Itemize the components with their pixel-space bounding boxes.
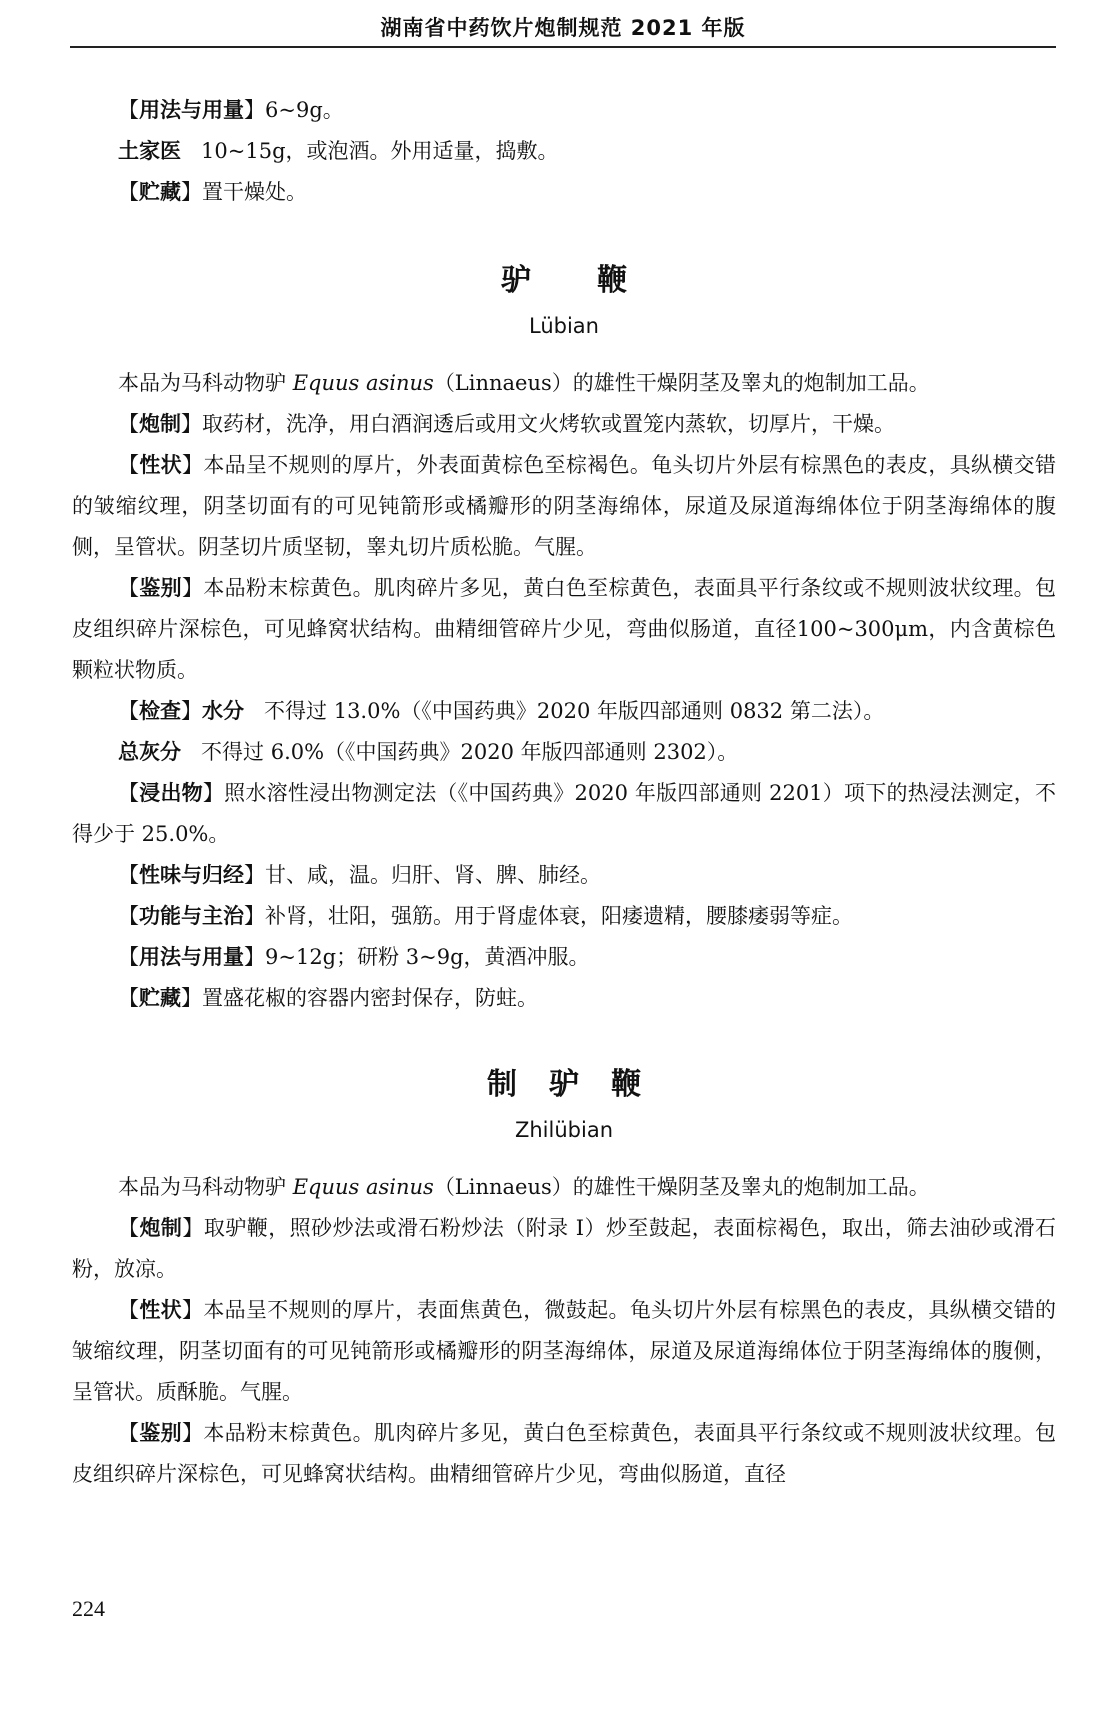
section-title: 驴 鞭 [501, 263, 627, 298]
identification-paragraph: 【鉴别】本品粉末棕黄色。肌肉碎片多见，黄白色至棕黄色，表面具平行条纹或不规则波状纹理。包皮组织碎片深棕色，可见蜂窝状结构。曲精细管碎片少见，弯曲似肠道，直径100~300μm，内含黄棕色颗粒状物质。 [72, 576, 1057, 682]
storage-text: 置干燥处。 [202, 180, 307, 204]
tujia-paragraph [72, 131, 1056, 172]
processing-paragraph: 【炮制】取驴鞭，照砂炒法或滑石粉炒法（附录 I）炒至鼓起，表面棕褐色，取出，筛去油砂或滑石粉，放凉。 [72, 1216, 1057, 1281]
intro-paragraph: 本品为马科动物驴 Equus asinus（Linnaeus）的雄性干燥阴茎及睾丸的炮制加工品。 [118, 1175, 930, 1199]
tujia-text: 10~15g，或泡酒。外用适量，捣敷。 [201, 139, 559, 163]
section-title: 制 驴 鞭 [487, 1067, 641, 1102]
tujia-label: 土家医 [118, 139, 181, 163]
identification-paragraph: 【鉴别】本品粉末棕黄色。肌肉碎片多见，黄白色至棕黄色，表面具平行条纹或不规则波状纹理。包皮组织碎片深棕色，可见蜂窝状结构。曲精细管碎片少见，弯曲似肠道，直径 [72, 1421, 1057, 1486]
page-content [72, 90, 1056, 1495]
function-paragraph: 【功能与主治】补肾，壮阳，强筋。用于肾虚体衰，阳痿遗精，腰膝痿弱等症。 [118, 904, 853, 928]
processing-paragraph: 【炮制】取药材，洗净，用白酒润透后或用文火烤软或置笼内蒸软，切厚片，干燥。 [118, 412, 895, 436]
inspection-paragraph: 【检查】水分 不得过 13.0%（《中国药典》2020 年版四部通则 0832 第二法）。 [118, 699, 885, 723]
character-paragraph: 【性状】本品呈不规则的厚片，外表面黄棕色至棕褐色。龟头切片外层有棕黑色的表皮，具纵横交错的皱缩纹理，阴茎切面有的可见钝箭形或橘瓣形的阴茎海绵体，尿道及尿道海绵体位于阴茎海绵体的腹侧，呈管状。阴茎切片质坚韧，睾丸切片质松脆。气腥。 [72, 453, 1057, 559]
ash-paragraph: 总灰分 不得过 6.0%（《中国药典》2020 年版四部通则 2302）。 [118, 740, 739, 764]
section-pinyin: Lübian [529, 314, 599, 338]
usage-paragraph: 【用法与用量】9~12g；研粉 3~9g，黄酒冲服。 [118, 945, 590, 969]
character-paragraph: 【性状】本品呈不规则的厚片，表面焦黄色，微鼓起。龟头切片外层有棕黑色的表皮，具纵横交错的皱缩纹理，阴茎切面有的可见钝箭形或橘瓣形的阴茎海绵体，尿道及尿道海绵体位于阴茎海绵体的腹侧，呈管状。质酥脆。气腥。 [72, 1298, 1057, 1404]
page-number: 224 [72, 1596, 105, 1621]
intro-paragraph: 本品为马科动物驴 Equus asinus（Linnaeus）的雄性干燥阴茎及睾丸的炮制加工品。 [118, 371, 930, 395]
section-pinyin: Zhilübian [514, 1118, 614, 1142]
running-header: 湖南省中药饮片炮制规范 2021 年版 [70, 10, 1056, 48]
usage-text: 6~9g。 [265, 98, 344, 122]
extract-paragraph: 【浸出物】照水溶性浸出物测定法（《中国药典》2020 年版四部通则 2201）项下的热浸法测定，不得少于 25.0%。 [72, 781, 1057, 846]
usage-paragraph-prev: 【用法与用量】6~9g。 [118, 98, 344, 122]
storage-paragraph: 【贮藏】置盛花椒的容器内密封保存，防蛀。 [118, 986, 538, 1010]
nature-paragraph: 【性味与归经】甘、咸，温。归肝、肾、脾、肺经。 [118, 863, 601, 887]
storage-label: 贮藏 [139, 180, 181, 204]
usage-label: 用法与用量 [139, 98, 244, 122]
storage-paragraph-prev: 【贮藏】置干燥处。 [118, 180, 307, 204]
